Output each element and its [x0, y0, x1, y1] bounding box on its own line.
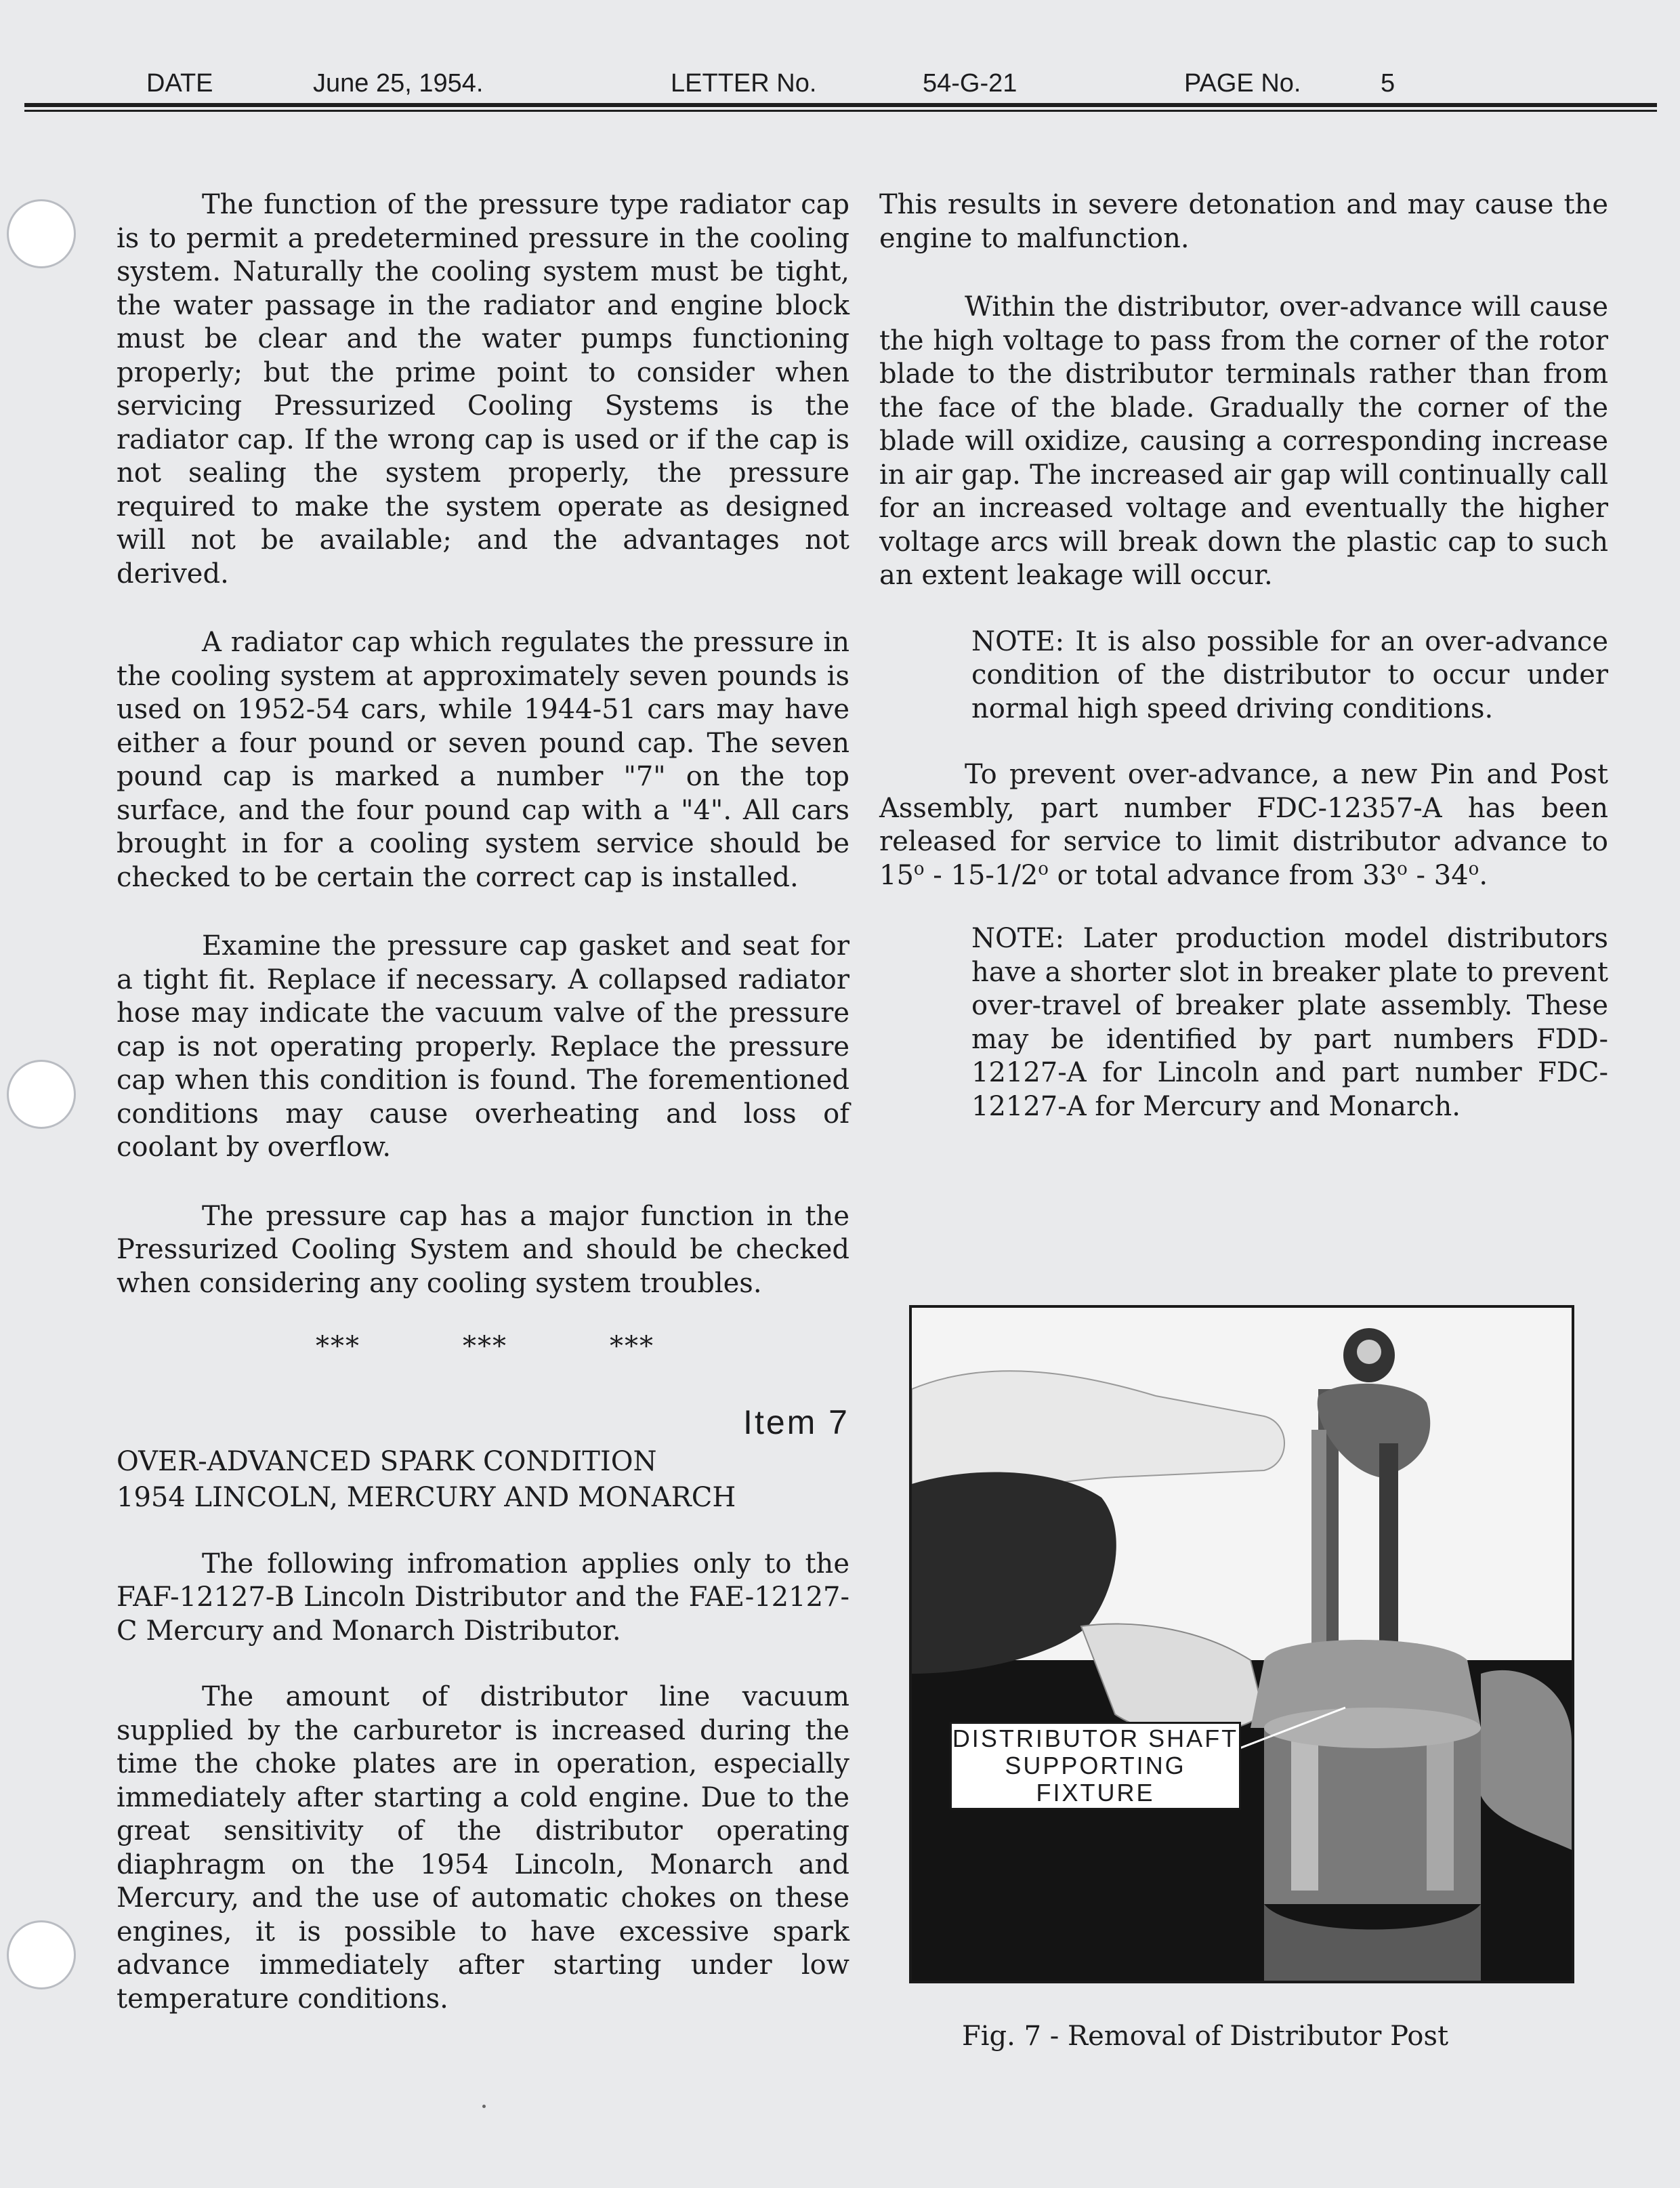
- applicability-paragraph: The following infromation applies only to the FAF-12127-B Lincoln Distributor and the FAE-12127-C Mercury and Monarch Distributor.: [117, 1548, 849, 1647]
- pin-post-text: .: [1479, 859, 1488, 891]
- degree-mark: o: [1468, 859, 1479, 880]
- punch-hole-bottom: [7, 1920, 76, 1989]
- fixture-label-line: SUPPORTING FIXTURE: [1005, 1752, 1186, 1807]
- gasket-paragraph: Examine the pressure cap gasket and seat for a tight fit. Replace if necessary. A collapsed radiator hose may indicate the vacuum valve of the pressure cap is not operating properly. Replace the pressure cap when this condition is found. The forementioned conditions may cause overheating and loss of coolant by overflow.: [117, 930, 849, 1163]
- right-column: [879, 188, 1608, 1123]
- fixture-label-line: DISTRIBUTOR SHAFT: [952, 1725, 1239, 1752]
- cap-pressure-paragraph: A radiator cap which regulates the pressure in the cooling system at approximately seven pounds is used on 1952-54 cars, while 1944-51 cars may have either a four pound or seven pound cap. The seven pound cap is marked a number "7" on the top surface, and the four pound cap with a "4". All cars brought in for a cooling system service should be checked to be certain the correct cap is installed.: [117, 627, 849, 893]
- figure-caption: Fig. 7 - Removal of Distributor Post: [962, 2021, 1449, 2052]
- vacuum-paragraph: The amount of distributor line vacuum supplied by the carburetor is increased during the time the choke plates are in operation, especially immediately after starting a cold engine. Due to the great sensitivity of the distributor operating diaphragm on the 1954 Lincoln, Monarch and Mercury, and the use of automatic chokes on these engines, it is possible to have excessive spark advance immediately after starting under low temperature conditions.: [117, 1681, 849, 2015]
- page-number-value: 5: [1381, 69, 1395, 98]
- detonation-paragraph: This results in severe detonation and may cause the engine to malfunction.: [879, 189, 1608, 254]
- degree-mark: o: [1397, 859, 1408, 880]
- stray-mark: [482, 2105, 486, 2108]
- radiator-cap-paragraph: The function of the pressure type radiator cap is to permit a predetermined pressure in the cooling system. Naturally the cooling system must be tight, the water passage in the radiator and engine block must be clear and the water pumps functioning properly; but the prime point to consider when servicing Pressurized Cooling Systems is the radiator cap. If the wrong cap is used or if the cap is not sealing the system properly, the pressure required to make the system operate as designed will not be available; and the advantages not derived.: [117, 189, 849, 590]
- pin-post-text: or total advance from 33: [1048, 859, 1398, 891]
- pin-post-text: - 34: [1407, 859, 1469, 891]
- left-column: [117, 188, 849, 2016]
- header-rule: [24, 103, 1657, 107]
- letter-header: [24, 65, 1650, 108]
- date-value: June 25, 1954.: [313, 69, 484, 98]
- pin-post-text: To prevent over-advance, a new Pin and Post Assembly, part number FDC-12357-A has been released for service to limit distributor advance to 15: [879, 759, 1608, 891]
- item-number: Item 7: [743, 1403, 849, 1441]
- punch-hole-middle: [7, 1060, 76, 1129]
- degree-mark: o: [1038, 859, 1049, 880]
- item-subheading: 1954 LINCOLN, MERCURY AND MONARCH: [117, 1482, 736, 1513]
- separator-stars: ***: [316, 1331, 360, 1362]
- major-function-paragraph: The pressure cap has a major function in the Pressurized Cooling System and should be checked when considering any cooling system troubles.: [117, 1200, 849, 1299]
- note-later-production: NOTE: Later production model distributors have a shorter slot in breaker plate to prevent over-travel of breaker plate assembly. These may be identified by part numbers FDD-12127-A for Lincoln and part number FDC-12127-A for Mercury and Monarch.: [971, 923, 1608, 1122]
- separator-stars: ***: [463, 1331, 507, 1362]
- note-high-speed: NOTE: It is also possible for an over-advance condition of the distributor to occur under normal high speed driving conditions.: [971, 625, 1608, 724]
- letter-number-value: 54-G-21: [923, 69, 1017, 98]
- distributor-photo-illustration: [912, 1308, 1572, 1981]
- letter-number-label: LETTER No.: [671, 69, 817, 98]
- over-advance-paragraph: Within the distributor, over-advance will cause the high voltage to pass from the corner of the rotor blade to the distributor terminals rather than from the face of the blade. Gradually the corner of the blade will oxidize, causing a corresponding increase in air gap. The increased air gap will continually call for an increased voltage and eventually the higher voltage arcs will break down the plastic cap to such an extent leakage will occur.: [879, 291, 1608, 591]
- page-number-label: PAGE No.: [1184, 69, 1301, 98]
- degree-mark: o: [913, 859, 925, 880]
- fixture-callout-label: [950, 1722, 1241, 1810]
- section-separator: [316, 1330, 654, 1364]
- pin-post-paragraph: [879, 758, 1608, 892]
- date-label: DATE: [146, 69, 213, 98]
- header-rule-thin: [24, 110, 1657, 112]
- separator-stars: ***: [610, 1331, 654, 1362]
- punch-hole-top: [7, 199, 76, 268]
- pin-post-text: - 15-1/2: [924, 859, 1038, 891]
- distributor-photo: [909, 1305, 1574, 1983]
- item-heading: OVER-ADVANCED SPARK CONDITION: [117, 1445, 657, 1477]
